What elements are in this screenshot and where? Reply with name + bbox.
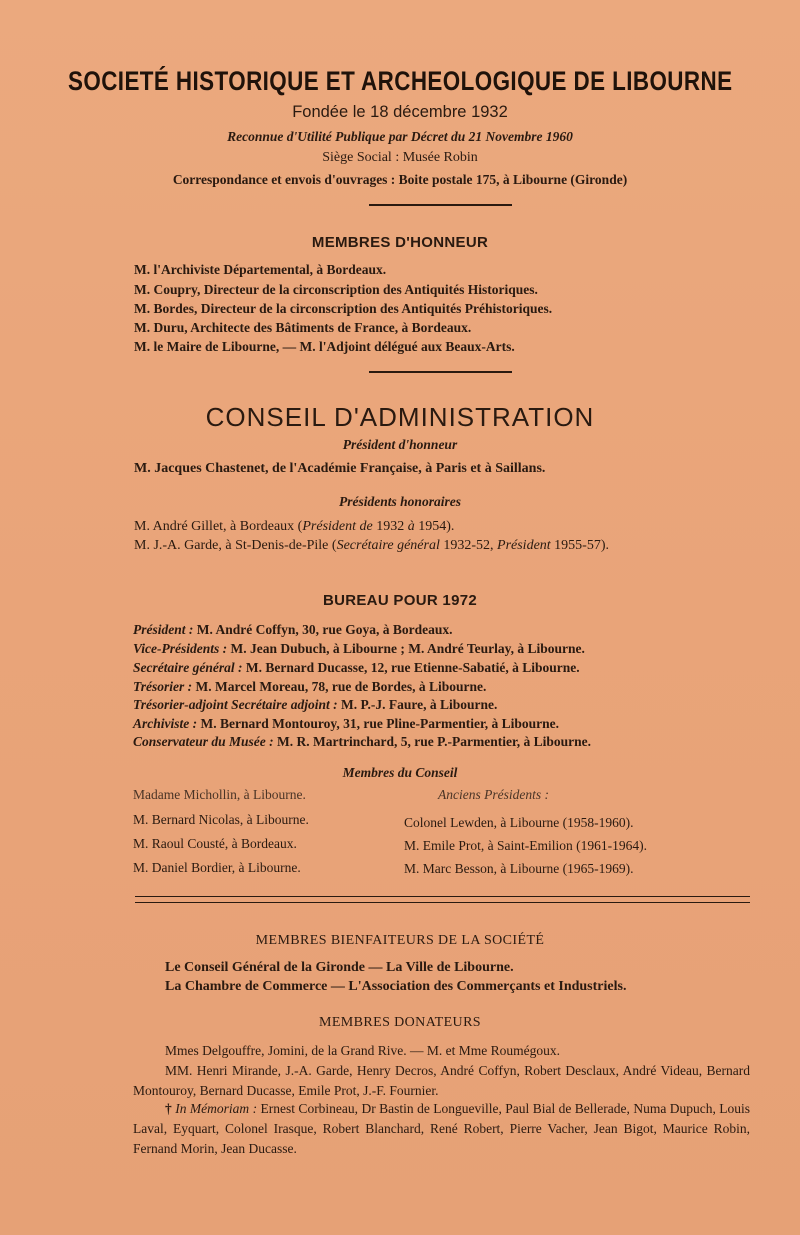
text: 1932 — [372, 519, 408, 534]
memoriam-paragraph — [133, 1099, 750, 1159]
role: Archiviste : — [133, 716, 198, 731]
honneur-item: M. le Maire de Libourne, — M. l'Adjoint délégué aux Beaux-Arts. — [134, 339, 515, 354]
president-honneur: M. Jacques Chastenet, de l'Académie Française, à Paris et à Saillans. — [134, 461, 546, 476]
text: M. Marcel Moreau, 78, rue de Bordes, à Libourne. — [192, 679, 487, 694]
ancien-president: M. Emile Prot, à Saint-Emilion (1961-1964). — [404, 838, 647, 853]
donateurs-paragraph: MM. Henri Mirande, J.-A. Garde, Henry Decros, André Coffyn, Robert Desclaux, André Videau, Bernard Montouroy, Bernard Ducasse, Emile Prot, J.-F. Fournier. — [133, 1063, 750, 1098]
president-honneur-label: Président d'honneur — [342, 437, 458, 452]
donateurs-heading: MEMBRES DONATEURS — [319, 1015, 481, 1030]
role: Président : — [133, 622, 194, 637]
honneur-item: M. Bordes, Directeur de la circonscription des Antiquités Préhistoriques. — [134, 301, 553, 316]
society-title: SOCIETÉ HISTORIQUE ET ARCHEOLOGIQUE DE LIBOURNE — [68, 66, 733, 96]
text: M. André Coffyn, 30, rue Goya, à Bordeaux. — [193, 622, 453, 637]
bureau-row — [133, 622, 453, 638]
role: Vice-Présidents : — [133, 641, 228, 656]
double-divider — [135, 896, 750, 903]
conseil-member: M. Raoul Cousté, à Bordeaux. — [133, 836, 297, 851]
text: M. J.-A. Garde, à St-Denis-de-Pile ( — [134, 538, 337, 553]
ancien-president: M. Marc Besson, à Libourne (1965-1969). — [404, 861, 634, 876]
bureau-heading: BUREAU POUR 1972 — [322, 592, 477, 609]
honneur-heading: MEMBRES D'HONNEUR — [311, 234, 489, 251]
memoriam-names: Ernest Corbineau, Dr Bastin de Longueville, Paul Bial de Bellerade, Numa Dupuch, Louis Laval, Eyquart, Colonel Irasque, Robert Blanchard, René Robert, Pierre Vacher, Jean Bigot, Maurice Robin, Fernand Morin, Jean Ducasse. — [133, 1101, 751, 1156]
membres-conseil-label: Membres du Conseil — [342, 765, 458, 780]
conseil-heading: CONSEIL D'ADMINISTRATION — [205, 402, 595, 432]
president-honoraire-garde — [134, 538, 609, 554]
bureau-row — [133, 641, 585, 657]
honneur-item: M. Duru, Architecte des Bâtiments de France, à Bordeaux. — [134, 320, 472, 335]
text: 1954). — [414, 519, 455, 534]
founded-date: Fondée le 18 décembre 1932 — [292, 103, 508, 121]
text: M. P.-J. Faure, à Libourne. — [337, 697, 498, 712]
presidents-honoraires-label: Présidents honoraires — [339, 494, 461, 509]
text: 1955-57). — [550, 538, 609, 553]
text: M. Bernard Montouroy, 31, rue Pline-Parmentier, à Libourne. — [197, 716, 559, 731]
bienfaiteurs-line: La Chambre de Commerce — L'Association des Commerçants et Industriels. — [165, 979, 627, 994]
role: Secrétaire général : — [133, 660, 243, 675]
role: Trésorier-adjoint Secrétaire adjoint : — [133, 697, 338, 712]
text: Secrétaire général — [336, 538, 440, 553]
bureau-row — [133, 697, 497, 713]
conseil-member: Madame Michollin, à Libourne. — [133, 787, 306, 802]
text: M. R. Martrinchard, 5, rue P.-Parmentier, à Libourne. — [273, 734, 591, 749]
text: Président de — [302, 519, 373, 534]
text: M. Bernard Ducasse, 12, rue Etienne-Sabatié, à Libourne. — [242, 660, 580, 675]
president-honoraire-gillet — [134, 519, 454, 535]
text: 1932-52, — [439, 538, 498, 553]
divider — [369, 371, 512, 373]
honneur-item: M. l'Archiviste Départemental, à Bordeaux. — [134, 262, 387, 277]
bienfaiteurs-line: Le Conseil Général de la Gironde — La Ville de Libourne. — [165, 960, 514, 975]
text: M. Jean Dubuch, à Libourne ; M. André Teurlay, à Libourne. — [227, 641, 585, 656]
recognition-line: Reconnue d'Utilité Publique par Décret du 21 Novembre 1960 — [227, 129, 573, 144]
role: Trésorier : — [133, 679, 193, 694]
anciens-presidents-label: Anciens Présidents : — [438, 787, 549, 802]
text: Président — [497, 538, 551, 553]
cross-icon: † — [165, 1101, 172, 1116]
bureau-row — [133, 734, 591, 750]
text: à — [407, 519, 415, 534]
text: M. André Gillet, à Bordeaux ( — [134, 519, 303, 534]
conseil-member: M. Daniel Bordier, à Libourne. — [133, 860, 301, 875]
correspondence-line: Correspondance et envois d'ouvrages : Boite postale 175, à Libourne (Gironde) — [172, 172, 628, 187]
donateurs-line: Mmes Delgouffre, Jomini, de la Grand Rive. — M. et Mme Roumégoux. — [165, 1043, 560, 1058]
bureau-row — [133, 660, 580, 676]
bienfaiteurs-heading: MEMBRES BIENFAITEURS DE LA SOCIÉTÉ — [255, 933, 545, 948]
ancien-president: Colonel Lewden, à Libourne (1958-1960). — [404, 815, 634, 830]
seat-line: Siège Social : Musée Robin — [322, 150, 478, 165]
divider — [369, 204, 512, 206]
bureau-row — [133, 716, 559, 732]
honneur-item: M. Coupry, Directeur de la circonscription des Antiquités Historiques. — [134, 282, 538, 297]
memoriam-label: In Mémoriam : — [175, 1101, 258, 1116]
role: Conservateur du Musée : — [133, 734, 274, 749]
bureau-row — [133, 679, 486, 695]
conseil-member: M. Bernard Nicolas, à Libourne. — [133, 812, 309, 827]
